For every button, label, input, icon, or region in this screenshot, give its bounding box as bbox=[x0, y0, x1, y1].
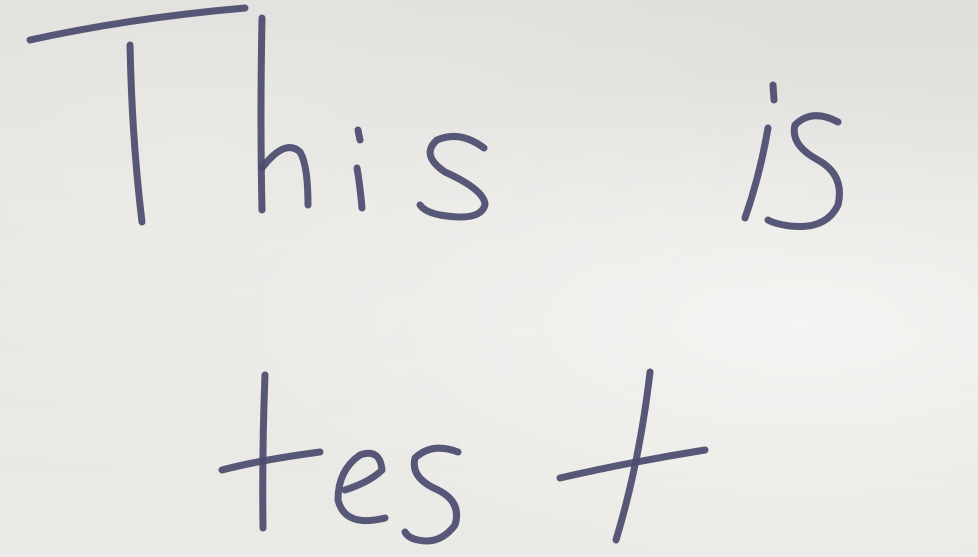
handwritten-line-test bbox=[222, 372, 705, 541]
handwritten-line-this-is bbox=[30, 8, 839, 227]
